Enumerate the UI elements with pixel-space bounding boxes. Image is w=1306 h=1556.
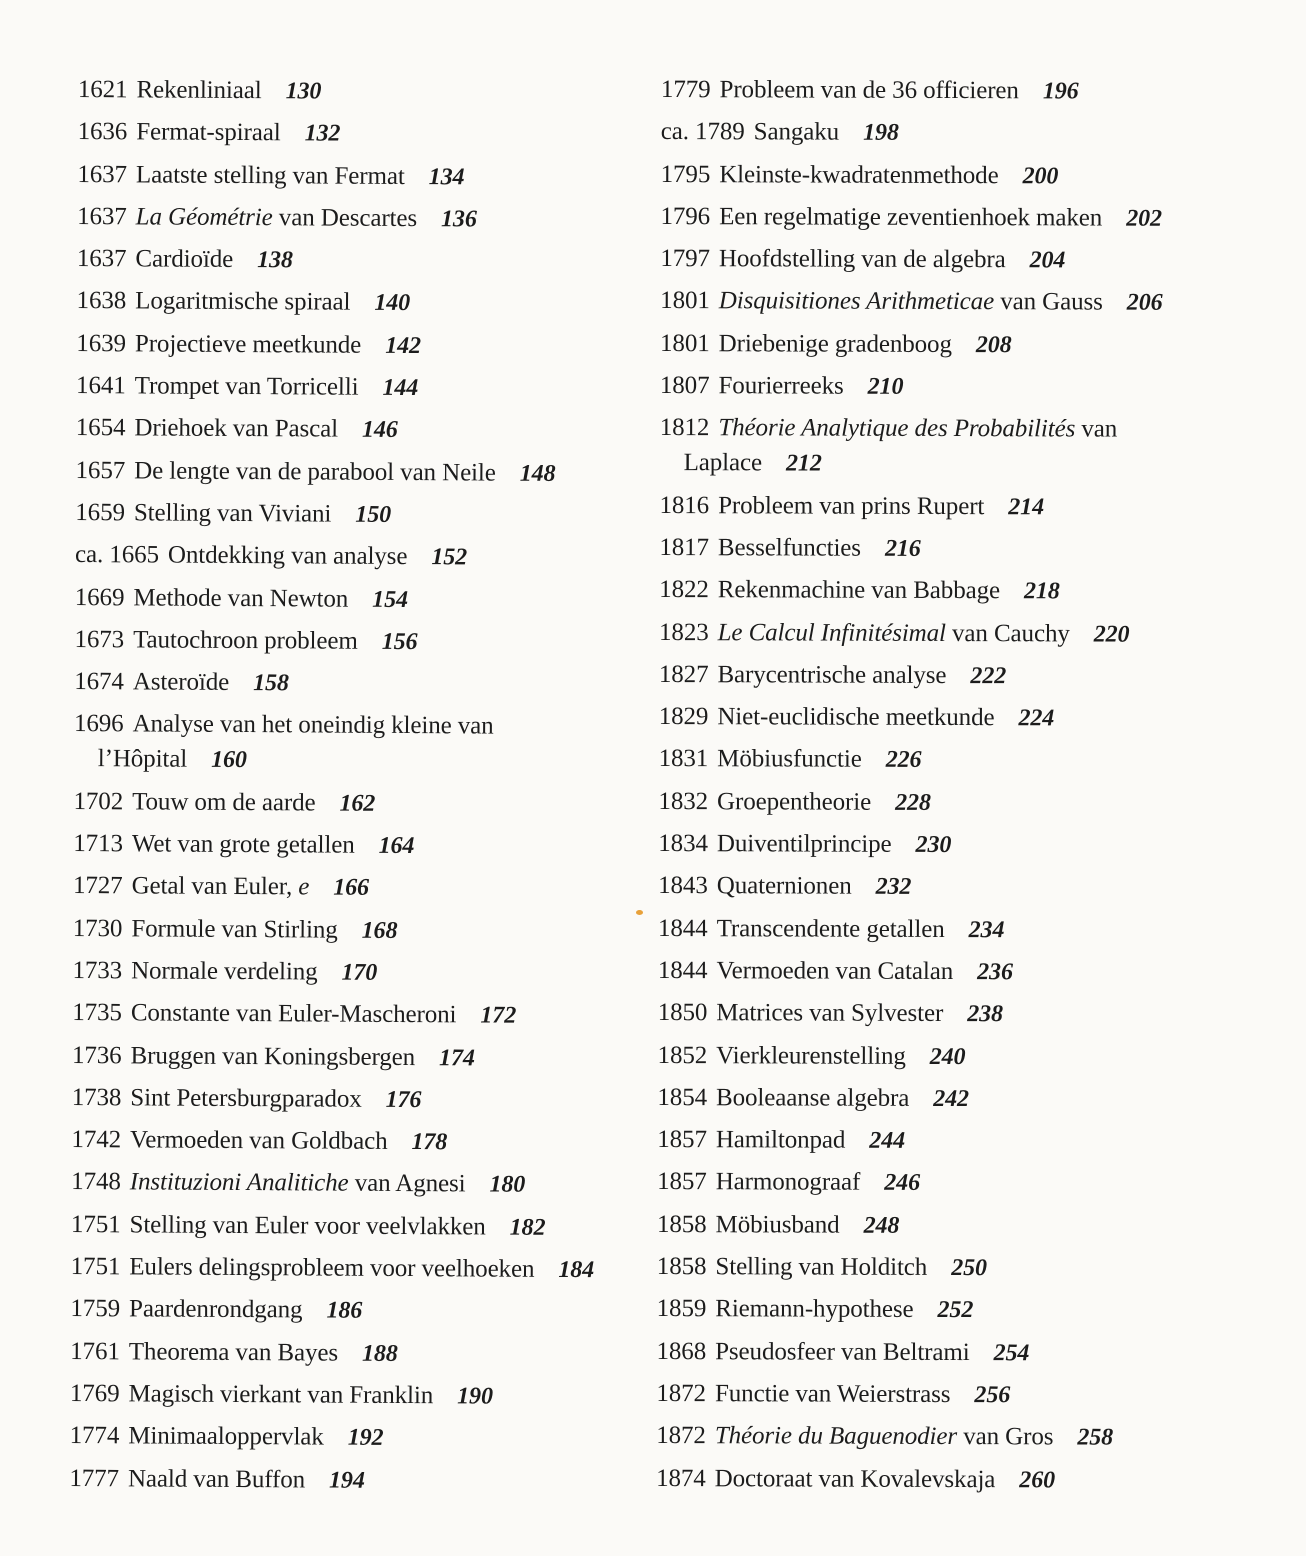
entry-title: Analyse van het oneindig kleine van l’Hôpital [97,710,494,774]
entry-page-number: 200 [1022,162,1059,189]
entry-title: Laatste stelling van Fermat [135,160,405,190]
contents-entry [658,995,1218,1033]
entry-year: 1639 [76,329,127,358]
entry-page-number: 254 [993,1339,1030,1366]
entry-page-number: 246 [884,1170,921,1197]
entry-title: Driebenige gradenboog [718,329,952,358]
entry-title: Getal van Euler, [131,872,299,901]
contents-entry [76,368,641,407]
entry-title: Cardioïde [135,245,234,274]
entry-page-number: 196 [1042,78,1079,105]
contents-entry [657,1207,1217,1245]
contents-entry [71,1207,636,1246]
contents-entry [73,826,638,865]
contents-entry [71,1249,636,1288]
entry-page-number: 240 [929,1043,966,1070]
entry-title: Stelling van Euler voor veelvlakken [129,1211,486,1241]
contents-entry [658,826,1218,864]
entry-title: Formule van Stirling [131,914,338,944]
entry-title: Niet-euclidische meetkunde [717,703,995,732]
contents-entry [72,953,637,992]
entry-page-number: 162 [339,790,376,817]
entry-year: 1852 [657,1041,708,1069]
contents-entry [657,1080,1217,1118]
entry-year: 1733 [72,956,123,985]
entry-title: Sint Petersburgparadox [130,1084,362,1113]
entry-year: 1843 [658,872,708,900]
contents-entry [660,326,1220,364]
entry-page-number: 202 [1126,205,1162,232]
entry-title: Harmonograaf [715,1168,861,1197]
entry-year: 1844 [657,956,708,985]
entry-page-number: 192 [347,1424,384,1452]
entry-year: 1857 [657,1126,707,1154]
entry-year: 1636 [77,118,128,146]
contents-entry [75,453,640,492]
entry-year: 1779 [660,75,711,104]
entry-page-number: 188 [361,1340,398,1367]
entry-page-number: 146 [361,417,398,444]
entry-year: 1637 [77,202,127,231]
entry-title: Möbiusband [715,1210,840,1239]
entry-year: 1850 [657,999,708,1027]
entry-title-italic: e [298,873,310,901]
contents-entry [661,72,1221,110]
entry-year: 1713 [73,830,123,858]
entry-page-number: 204 [1029,247,1066,274]
contents-entry [78,114,643,153]
entry-page-number: 260 [1019,1466,1056,1493]
entry-page-number: 152 [431,544,468,571]
contents-column-left [69,72,643,1506]
entry-page-number: 142 [385,332,422,359]
ink-speck [636,910,643,915]
entry-title: van Gros [957,1423,1054,1451]
entry-page-number: 210 [867,373,904,400]
contents-entry [656,1460,1216,1498]
entry-page-number: 168 [361,917,398,944]
contents-entry [657,1122,1217,1160]
entry-year: 1751 [70,1210,121,1238]
entry-title: Touw om de aarde [132,788,316,817]
entry-title: De lengte van de parabool van Neile [134,457,496,487]
entry-title: Projectieve meetkunde [134,330,362,359]
entry-title: Een regelmatige zeventienhoek maken [719,203,1103,232]
entry-year: 1673 [74,625,125,654]
entry-page-number: 258 [1077,1424,1114,1451]
entry-year: 1827 [658,660,709,689]
entry-page-number: 206 [1126,290,1163,317]
entry-year: 1777 [69,1464,120,1492]
entry-page-number: 154 [372,586,409,613]
entry-title: Eulers delingsprobleem voor veelhoeken [129,1253,535,1283]
entry-year: 1759 [70,1295,121,1323]
entry-year: 1832 [658,787,709,815]
entry-year: 1858 [656,1210,707,1238]
entry-title: Hamiltonpad [715,1126,846,1154]
entry-year: 1774 [69,1422,120,1450]
entry-year: 1796 [660,202,711,231]
contents-entry [71,1122,636,1161]
entry-page-number: 250 [951,1255,987,1282]
entry-year: 1702 [73,787,124,816]
contents-entry [656,1334,1216,1372]
entry-title: Vermoeden van Goldbach [130,1126,388,1156]
entry-title: Transcendente getallen [716,914,945,943]
entry-year: 1669 [74,583,125,611]
entry-title: Vierkleurenstelling [716,1041,906,1070]
contents-entry [658,911,1218,949]
entry-page-number: 174 [439,1044,475,1071]
contents-entry [660,410,1220,483]
entry-year: 1736 [71,1041,122,1069]
contents-entry [660,199,1220,237]
entry-year: 1742 [71,1126,122,1154]
contents-entry [659,657,1219,695]
entry-title: Wet van grote getallen [131,830,355,859]
entry-title: Hoofdstelling van de algebra [718,245,1006,274]
contents-entry [75,495,640,534]
entry-page-number: 134 [428,163,465,190]
entry-page-number: 150 [355,501,392,528]
entry-year: 1748 [71,1168,121,1196]
entry-page-number: 176 [385,1086,422,1113]
contents-entry [656,1376,1216,1414]
entry-title: Matrices van Sylvester [716,999,944,1028]
contents-entry [75,580,640,619]
contents-entry [76,326,641,365]
contents-entry [658,953,1218,991]
contents-entry [72,1080,637,1119]
contents-entry [76,283,641,322]
entry-year: 1735 [72,999,122,1027]
entry-year: 1654 [75,414,126,442]
entry-title: Driehoek van Pascal [134,414,339,443]
entry-year: 1844 [657,914,708,942]
entry-page-number: 198 [863,120,899,147]
entry-year: 1727 [72,872,123,900]
entry-page-number: 144 [382,374,419,402]
entry-title-italic: La Géométrie [135,203,273,232]
contents-entry [73,911,638,950]
entry-page-number: 182 [509,1214,546,1241]
contents-entry [77,241,642,280]
entry-year: 1696 [73,710,124,738]
entry-year: 1829 [658,703,709,731]
entry-title: Pseudosfeer van Beltrami [715,1337,970,1366]
contents-entry [76,410,641,449]
entry-year: 1854 [657,1083,708,1111]
contents-entry [656,1418,1216,1456]
entry-page-number: 140 [374,290,411,317]
contents-entry [75,537,640,576]
contents-column-right [656,72,1221,1505]
contents-entry [78,72,643,111]
entry-page-number: 166 [333,874,370,902]
entry-page-number: 160 [211,747,247,774]
entry-year: 1858 [656,1253,707,1281]
entry-year: 1872 [656,1379,707,1408]
entry-title: Besselfuncties [717,534,862,562]
entry-title-italic: Le Calcul Infinitésimal [717,618,946,647]
entry-title: Fermat-spiraal [136,118,281,147]
entry-year: 1638 [76,287,127,315]
entry-year: 1823 [658,618,709,646]
entry-page-number: 136 [440,206,477,233]
entry-year: 1657 [75,456,126,484]
entry-year: 1834 [658,830,708,858]
contents-entry [77,199,642,238]
entry-page-number: 248 [863,1212,900,1239]
contents-entry [659,572,1219,610]
entry-page-number: 190 [457,1383,493,1410]
contents-entry [72,1038,637,1077]
entry-page-number: 130 [285,78,322,105]
entry-page-number: 214 [1008,493,1045,521]
entry-title: Probleem van prins Rupert [718,491,985,520]
entry-year: 1857 [657,1168,707,1196]
contents-entry [659,488,1219,526]
entry-title: Duiventilprincipe [716,830,892,858]
entry-title: Sangaku [753,118,840,146]
entry-page-number: 236 [977,959,1013,986]
entry-title: Naald van Buffon [127,1464,306,1493]
entry-year: 1831 [658,745,709,773]
entry-year: 1801 [660,287,710,315]
entry-title: Paardenrondgang [128,1295,303,1324]
contents-entry [659,741,1219,779]
entry-page-number: 230 [915,831,952,859]
entry-year: 1738 [71,1083,122,1112]
entry-page-number: 180 [489,1171,526,1199]
contents-entry [658,1038,1218,1076]
contents-entry [661,157,1221,195]
entry-page-number: 238 [967,1001,1003,1028]
contents-entry [69,1460,634,1499]
entry-year: 1761 [70,1337,120,1365]
entry-page-number: 228 [895,789,931,816]
entry-year: ca. 1789 [660,118,745,146]
contents-entry [659,615,1219,653]
contents-entry [660,241,1220,279]
entry-year: 1817 [659,533,709,562]
entry-year: 1872 [656,1422,706,1450]
entry-title: Asteroïde [132,668,230,697]
entry-title: Möbiusfunctie [717,745,862,774]
contents-entry [70,1418,635,1457]
entry-title: Stelling van Holditch [715,1253,928,1281]
contents-entry [658,868,1218,906]
contents-entry [658,784,1218,822]
entry-page-number: 232 [875,874,912,901]
entry-page-number: 242 [933,1085,970,1112]
entry-title: Logaritmische spiraal [135,287,351,317]
entry-title: Rekenliniaal [136,76,262,105]
entry-page-number: 156 [381,628,418,655]
entry-title: van Cauchy [945,619,1070,647]
entry-title: Kleinste-kwadratenmethode [719,160,999,189]
contents-entry [71,1164,636,1203]
entry-year: 1637 [77,160,128,188]
contents-entry [70,1291,635,1330]
entry-year: 1795 [660,160,711,188]
entry-page-number: 226 [885,747,922,774]
entry-year: 1769 [69,1379,120,1408]
contents-entry [659,530,1219,568]
entry-title: Functie van Weierstrass [714,1380,951,1408]
entry-page-number: 164 [378,832,415,860]
contents-entry [73,868,638,907]
contents-entry [657,1249,1217,1287]
entry-year: 1637 [76,245,127,273]
entry-page-number: 194 [328,1467,365,1494]
entry-title: van Descartes [272,204,418,232]
entry-page-number: 244 [869,1127,906,1154]
entry-page-number: 218 [1023,578,1060,605]
entry-year: 1807 [659,372,710,400]
entry-year: 1812 [659,414,710,442]
entry-title: Bruggen van Koningsbergen [130,1041,416,1071]
entry-title: Normale verdeling [131,957,318,986]
contents-entry [661,114,1221,152]
entry-year: 1659 [75,498,126,527]
entry-title: Rekenmachine van Babbage [717,576,1001,605]
contents-entry [74,706,639,780]
contents-entry [70,1334,635,1373]
entry-title: van Laplace [683,415,1118,477]
entry-title: Doctoraat van Kovalevskaja [714,1464,996,1493]
entry-title: Stelling van Viviani [133,499,332,528]
entry-year: 1859 [656,1295,707,1323]
contents-entry [659,699,1219,737]
entry-page-number: 184 [558,1256,595,1284]
entry-year: 1797 [660,245,711,273]
entry-page-number: 158 [253,670,289,697]
entry-page-number: 138 [257,247,293,274]
entry-year: 1801 [660,329,710,357]
entry-title: Barycentrische analyse [717,661,947,689]
entry-page-number: 208 [975,331,1012,359]
entry-page-number: 172 [480,1002,517,1029]
entry-title: van Gauss [994,288,1103,317]
entry-year: 1868 [656,1337,707,1365]
contents-entry [657,1164,1217,1202]
entry-page-number: 224 [1018,705,1055,732]
entry-year: 1621 [77,75,128,104]
entry-year: 1674 [74,668,124,696]
entry-title: Trompet van Torricelli [134,372,359,401]
entry-title-italic: Instituzioni Analitiche [129,1168,349,1198]
entry-title: Booleaanse algebra [715,1084,910,1112]
entry-page-number: 234 [968,916,1005,943]
entry-year: 1641 [76,372,126,400]
entry-title: Tautochroon probleem [133,626,358,655]
entry-year: 1874 [656,1464,706,1492]
entry-title: Methode van Newton [133,583,349,613]
entry-page-number: 216 [884,535,921,562]
entry-year: 1751 [70,1252,121,1281]
entry-title: Probleem van de 36 officieren [719,76,1019,105]
entry-title: Groepentheorie [717,787,872,816]
contents-entry [657,1291,1217,1329]
entry-year: 1822 [659,576,709,604]
entry-title: Fourierreeks [718,372,844,400]
entry-title-italic: Théorie du Baguenodier [714,1422,958,1451]
entry-title: Ontdekking van analyse [167,541,408,571]
entry-page-number: 220 [1093,621,1130,648]
contents-entry [74,664,639,703]
entry-title-italic: Théorie Analytique des Probabilités [718,414,1076,443]
entry-page-number: 148 [519,460,556,487]
entry-title: Theorema van Bayes [128,1337,339,1367]
entry-title: Magisch vierkant van Franklin [128,1380,434,1410]
entry-year: 1816 [659,491,710,519]
entry-page-number: 178 [411,1129,448,1156]
entry-page-number: 186 [326,1297,363,1325]
entry-title: Minimaaloppervlak [128,1422,324,1451]
entry-page-number: 256 [974,1382,1011,1409]
entry-page-number: 222 [970,662,1007,690]
entry-title-italic: Disquisitiones Arithmeticae [718,287,995,316]
entry-title: Quaternionen [716,872,852,901]
entry-year: 1730 [72,914,123,942]
contents-entry [73,784,638,823]
entry-page-number: 252 [937,1297,974,1324]
entry-year: ca. 1665 [74,541,160,569]
contents-entry [660,283,1220,321]
entry-title: Constante van Euler-Mascheroni [130,999,457,1029]
contents-entry [660,368,1220,406]
contents-entry [74,622,639,661]
entry-title: van Agnesi [348,1170,466,1198]
contents-entry [70,1376,635,1415]
contents-entry [72,995,637,1034]
entry-title: Vermoeden van Catalan [716,957,954,985]
entry-page-number: 132 [304,120,341,147]
entry-page-number: 170 [341,959,378,986]
entry-page-number: 212 [785,450,822,477]
contents-entry [77,157,642,196]
entry-title: Riemann-hypothese [715,1295,914,1324]
